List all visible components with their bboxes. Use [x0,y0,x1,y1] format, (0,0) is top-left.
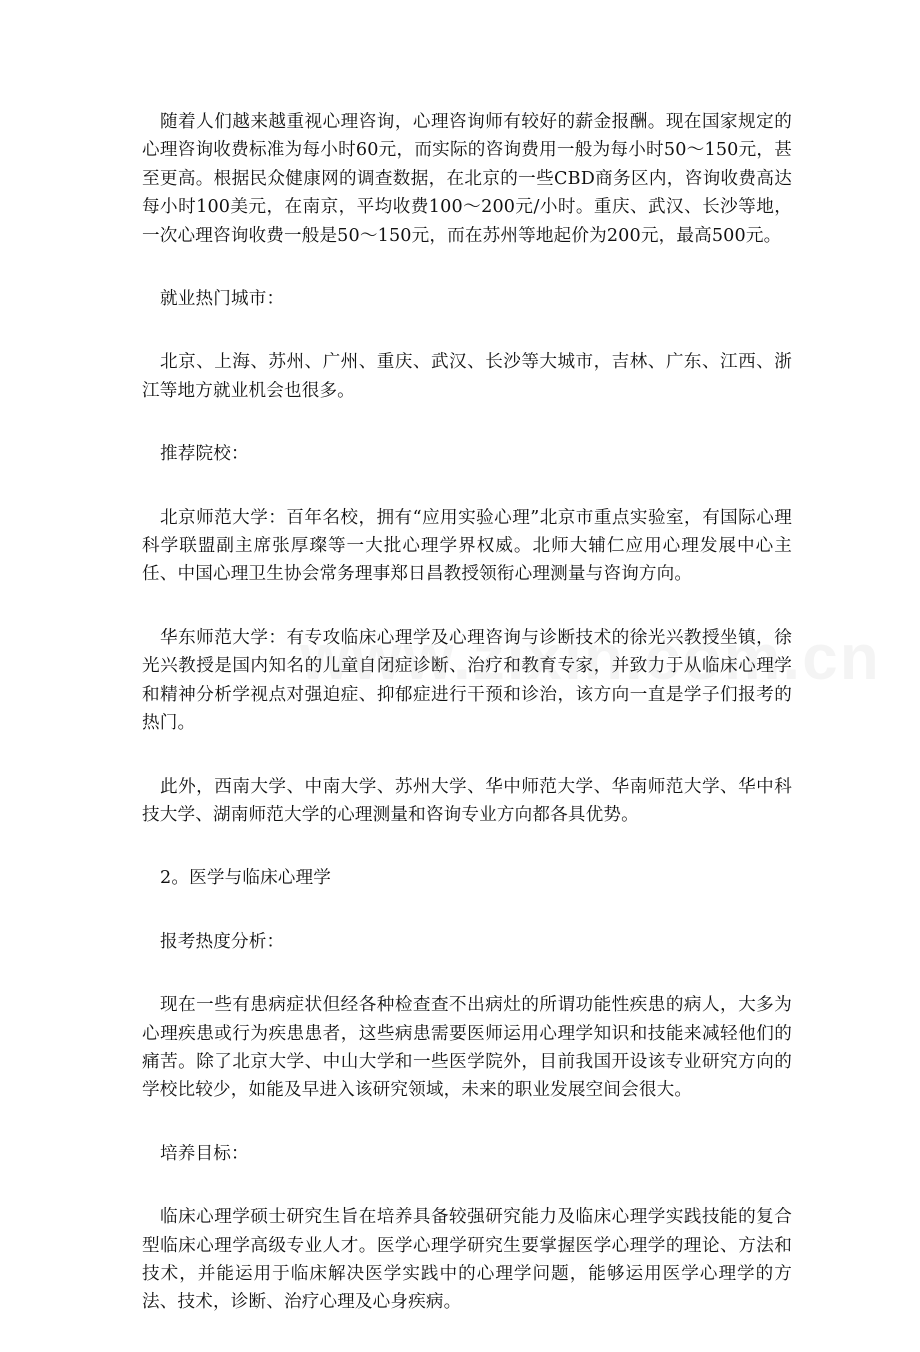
paragraph-salary: 随着人们越来越重视心理咨询，心理咨询师有较好的薪金报酬。现在国家规定的心理咨询收费标准为每小时60元，而实际的咨询费用一般为每小时50～150元，甚至更高。根据民众健康网的调查数据，在北京的一些CBD商务区内，咨询收费高达每小时100美元，在南京，平均收费100～200元/小时。重庆、武汉、长沙等地，一次心理咨询收费一般是50～150元，而在苏州等地起价为200元，最高500元。 [142,112,792,246]
paragraph-other-schools: 此外，西南大学、中南大学、苏州大学、华中师范大学、华南师范大学、华中科技大学、湖南师范大学的心理测量和咨询专业方向都各具优势。 [142,776,792,825]
paragraph-bnu: 北京师范大学：百年名校，拥有“应用实验心理”北京市重点实验室，有国际心理科学联盟副主席张厚璨等一大批心理学界权威。北师大辅仁应用心理发展中心主任、中国心理卫生协会常务理事郑日昌教授领衔心理测量与咨询方向。 [142,507,792,585]
heading-recommended-schools: 推荐院校： [160,444,249,465]
document-body [142,108,792,1352]
heading-training-goals: 培养目标： [160,1143,249,1164]
paragraph-popularity: 现在一些有患病症状但经各种检查查不出病灶的所谓功能性疾患的病人，大多为心理疾患或行为疾患患者，这些病患需要医师运用心理学知识和技能来减轻他们的痛苦。除了北京大学、中山大学和一些医学院外，目前我国开设该专业研究方向的学校比较少，如能及早进入该研究领域，未来的职业发展空间会很大。 [142,995,792,1101]
heading-hot-cities: 就业热门城市： [160,289,285,310]
heading-section-2: 2。医学与临床心理学 [160,868,332,889]
heading-popularity-analysis: 报考热度分析： [160,931,285,952]
paragraph-cities: 北京、上海、苏州、广州、重庆、武汉、长沙等大城市，吉林、广东、江西、浙江等地方就业机会也很多。 [142,352,792,401]
paragraph-training: 临床心理学硕士研究生旨在培养具备较强研究能力及临床心理学实践技能的复合型临床心理学高级专业人才。医学心理学研究生要掌握医学心理学的理论、方法和技术，并能运用于临床解决医学实践中的心理学问题，能够运用医学心理学的方法、技术，诊断、治疗心理及心身疾病。 [142,1207,792,1313]
paragraph-ecnu: 华东师范大学：有专攻临床心理学及心理咨询与诊断技术的徐光兴教授坐镇，徐光兴教授是国内知名的儿童自闭症诊断、治疗和教育专家，并致力于从临床心理学和精神分析学视点对强迫症、抑郁症进行干预和诊治，该方向一直是学子们报考的热门。 [142,627,792,734]
